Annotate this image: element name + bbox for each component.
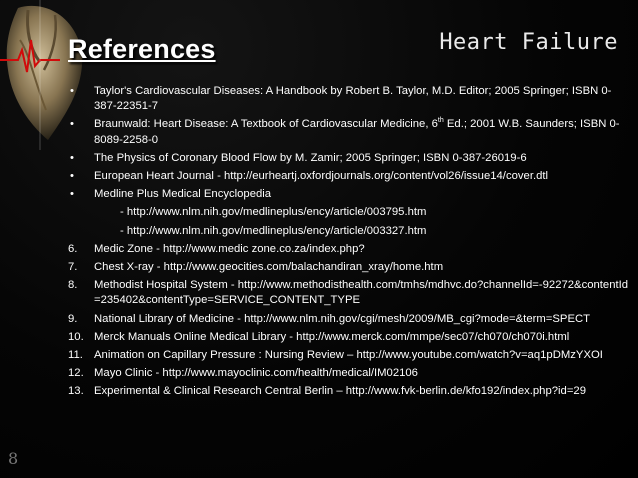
reference-text: The Physics of Coronary Blood Flow by M. Zamir; 2005 Springer; ISBN 0-387-26019-6 <box>94 151 527 164</box>
reference-text: Merck Manuals Online Medical Library - http://www.merck.com/mmpe/sec07/ch070/ch070i.html <box>94 330 570 343</box>
brand-logo: Heart Failure <box>439 30 618 55</box>
reference-text-part: Ed.; 2001 W.B. Saunders; ISBN 0-8089-2258-0 <box>94 118 620 146</box>
bullet-marker: • <box>70 85 74 97</box>
reference-text: Medline Plus Medical Encyclopedia <box>94 188 272 201</box>
sub-reference-link[interactable]: - http://www.nlm.nih.gov/medlineplus/ency/article/003795.htm <box>120 206 427 219</box>
number-marker: 8. <box>68 279 78 292</box>
reference-text: Taylor's Cardiovascular Diseases: A Handbook by Robert B. Taylor, M.D. Editor; 2005 Springer; ISBN 0-387-22351-7 <box>94 85 612 113</box>
reference-item <box>68 117 634 147</box>
reference-item <box>68 169 634 184</box>
reference-text: Chest X-ray - http://www.geocities.com/balachandiran_xray/home.htm <box>94 261 444 274</box>
numbered-reference-item <box>68 366 634 381</box>
numbered-reference-item <box>68 242 634 257</box>
number-marker: 10. <box>68 330 84 343</box>
numbered-reference-item <box>68 330 634 345</box>
bullet-marker: • <box>70 151 74 164</box>
number-marker: 11. <box>68 349 83 362</box>
reference-item <box>68 151 634 166</box>
reference-text: European Heart Journal - http://eurheartj.oxfordjournals.org/content/vol26/issue14/cover.dtl <box>94 170 549 183</box>
numbered-reference-item <box>68 278 634 308</box>
reference-item <box>68 187 634 202</box>
reference-text: Animation on Capillary Pressure : Nursing Review – http://www.youtube.com/watch?v=aq1pDMzYXOI <box>94 349 603 362</box>
numbered-reference-item <box>68 312 634 327</box>
reference-text: Mayo Clinic - http://www.mayoclinic.com/health/medical/IM02106 <box>94 367 418 380</box>
reference-text: Experimental & Clinical Research Central Berlin – http://www.fvk-berlin.de/kfo192/index.php?id=29 <box>94 385 586 398</box>
references-list <box>68 84 634 403</box>
bullet-marker: • <box>70 118 74 131</box>
reference-text: Medic Zone - http://www.medic zone.co.za/index.php? <box>94 242 365 255</box>
slide-title: References <box>68 34 216 64</box>
sub-reference-link[interactable]: - http://www.nlm.nih.gov/medlineplus/ency/article/003327.htm <box>120 224 427 237</box>
number-marker: 12. <box>68 367 84 380</box>
number-marker: 7. <box>68 261 78 274</box>
slide-corner-glyph: 8 <box>8 449 19 468</box>
numbered-reference-item <box>68 260 634 275</box>
reference-text-part: Braunwald: Heart Disease: A Textbook of Cardiovascular Medicine, 6 <box>94 118 438 131</box>
bullet-marker: • <box>70 170 74 183</box>
number-marker: 13. <box>68 385 84 398</box>
bullet-marker: • <box>70 188 74 201</box>
numbered-reference-item <box>68 348 634 363</box>
number-marker: 9. <box>68 312 78 325</box>
reference-text: National Library of Medicine - http://www.nlm.nih.gov/cgi/mesh/2009/MB_cgi?mode=&term=SPECT <box>94 312 591 325</box>
numbered-reference-item <box>68 384 634 399</box>
reference-text: Methodist Hospital System - http://www.methodisthealth.com/tmhs/mdhvc.do?channelId=-92272&contentId=235402&contentType=SERVICE_CONTENT_TYPE <box>94 279 629 307</box>
number-marker: 6. <box>68 242 78 255</box>
superscript: th <box>437 117 444 125</box>
reference-item <box>68 84 634 114</box>
